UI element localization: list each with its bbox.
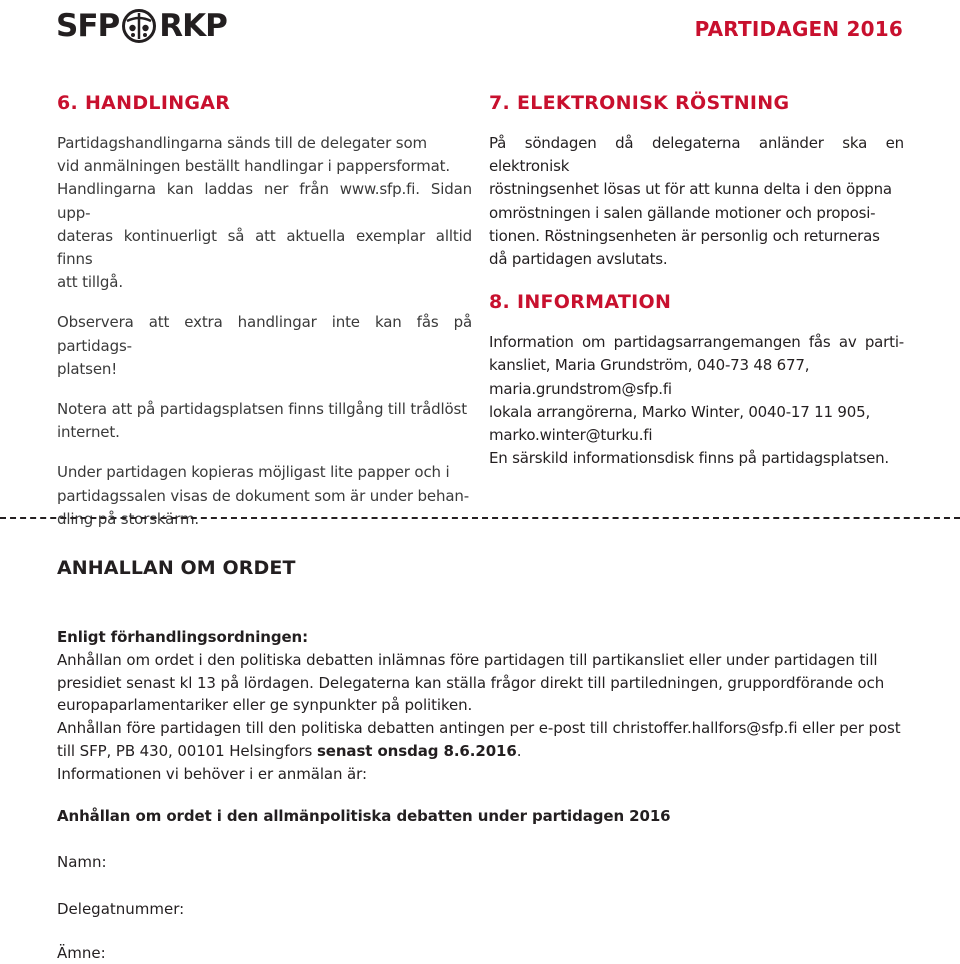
section-heading: 8. INFORMATION [489,291,672,314]
text-line: På söndagen då delegaterna anländer ska en elektronisk [489,134,904,176]
paragraph-distribution [57,132,472,294]
text-line: omröstningen i salen gällande motioner och proposi- [489,203,876,222]
text-line: tionen. Röstningsenheten är personlig och returneras [489,226,880,245]
text-line: presidiet senast kl 13 på lördagen. Delegaterna kan ställa frågor direkt till partiledningen, gruppordförande och [57,673,885,692]
email-link[interactable]: marko.winter@turku.fi [489,426,653,445]
email-link[interactable]: maria.grundstrom@sfp.fi [489,379,672,398]
delegate-number-field-label: Delegatnummer: [57,900,185,918]
address-text: till SFP, PB 430, 00101 Helsingfors [57,741,317,760]
text-line: Under partidagen kopieras möjligast lite papper och i [57,463,450,482]
text-line: Partidagshandlingarna sänds till de delegater som [57,134,427,152]
request-title: ANHALLAN OM ORDET [57,557,296,579]
text-line: platsen! [57,359,118,378]
text-line: Information om partidagsarrangemangen fås av parti- [489,333,904,352]
text-line: Anhållan om ordet i den politiska debatten inlämnas före partidagen till partikansliet eller under partidagen till [57,650,878,669]
logo-text-left: SFP [56,8,120,44]
text-line: Anhållan före partidagen till den politiska debatten antingen per e-post till christoffer.hallfors@sfp.fi eller per post [57,719,901,738]
text-line: vid anmälningen beställt handlingar i pappersformat. [57,157,450,176]
section-voting-information [489,88,904,470]
request-body [57,626,917,786]
ladybug-logo-icon [122,9,156,43]
header-title: PARTIDAGEN 2016 [694,17,903,41]
request-subtitle: Enligt förhandlingsordningen: [57,628,309,646]
text-line: Handlingarna kan laddas ner från www.sfp.fi. Sidan upp- [57,180,472,222]
section-handlingar [57,88,472,531]
text-line: Notera att på partidagsplatsen finns tillgång till trådlöst [57,400,467,419]
text-line: En särskild informationsdisk finns på partidagsplatsen. [489,449,889,468]
text-line: Observera att extra handlingar inte kan fås på partidags- [57,313,472,355]
info-line: Informationen vi behöver i er anmälan är: [57,764,367,783]
text-line: internet. [57,423,120,442]
address-suffix: . [516,741,522,760]
paragraph-paper [57,461,472,531]
paragraph-information [489,331,904,470]
paragraph-voting [489,132,904,271]
party-logo [56,6,227,46]
debate-title: Anhållan om ordet i den allmänpolitiska debatten under partidagen 2016 [57,807,671,825]
cut-line-divider [0,517,960,519]
text-line: partidagssalen visas de dokument som är under behan- [57,486,470,505]
name-field-label: Namn: [57,853,107,871]
paragraph-extra-copies [57,311,472,381]
text-line: lokala arrangörerna, Marko Winter, 0040-17 11 905, [489,402,871,421]
logo-text-right: RKP [159,8,227,44]
deadline-text: senast onsdag 8.6.2016 [316,741,517,760]
text-line: röstningsenhet lösas ut för att kunna delta i den öppna [489,180,892,199]
text-line: dateras kontinuerligt så att aktuella exemplar alltid finns [57,226,472,269]
section-heading: 7. ELEKTRONISK RÖSTNING [489,92,790,114]
topic-field-label: Ämne: [57,944,106,962]
text-line: dling på storskärm. [57,509,200,528]
text-line: då partidagen avslutats. [489,250,668,269]
address-line [57,740,917,763]
section-heading: 6. HANDLINGAR [57,92,231,114]
text-line: kansliet, Maria Grundström, 040-73 48 677, [489,356,810,375]
text-line: europaparlamentariker eller ge synpunkter på politiken. [57,696,473,715]
page-header [0,0,960,60]
text-line: att tillgå. [57,273,123,292]
paragraph-wifi [57,398,472,444]
